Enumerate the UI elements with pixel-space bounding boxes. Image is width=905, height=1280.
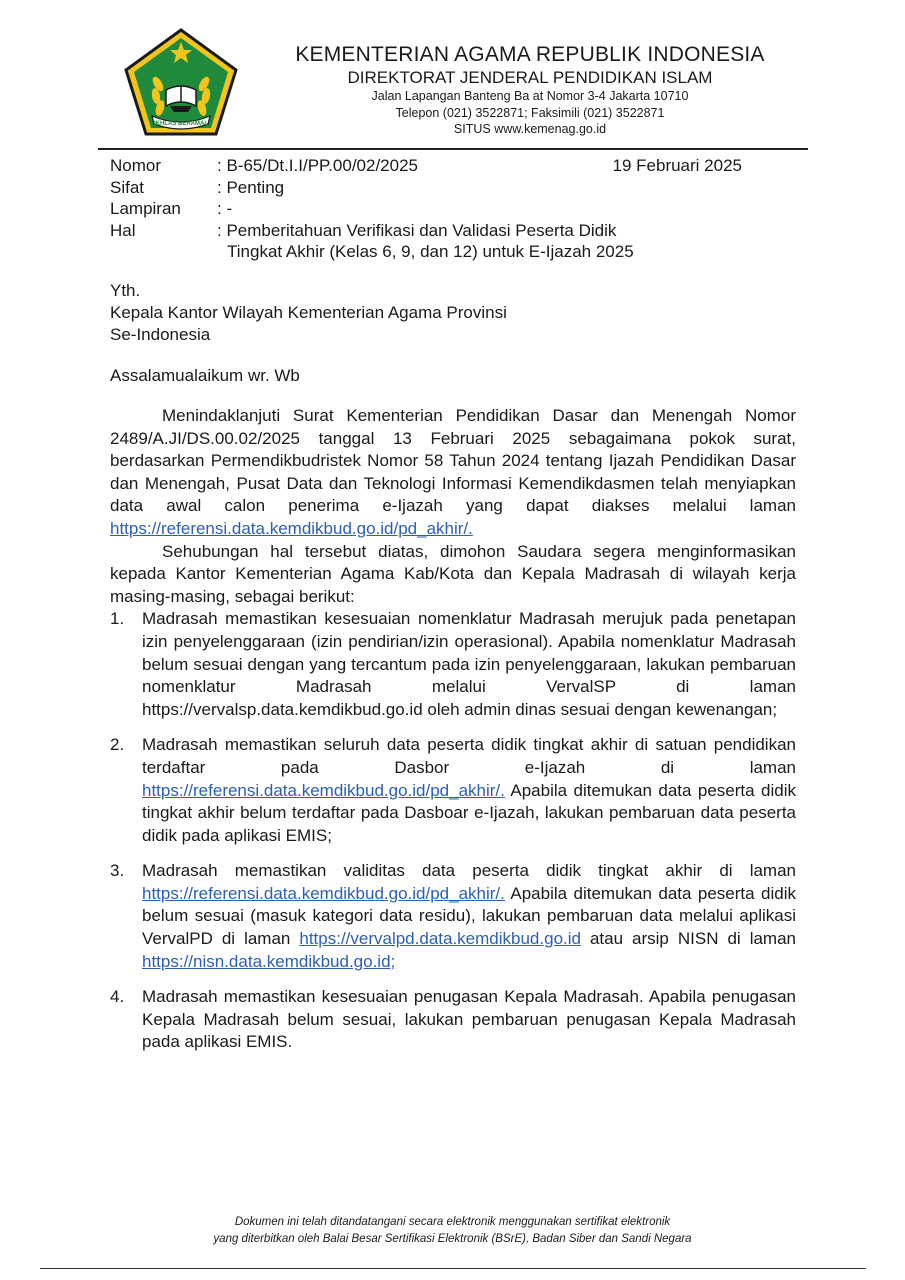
lampiran-label: Lampiran (110, 199, 181, 218)
footer-line-1: Dokumen ini telah ditandatangani secara elektronik menggunakan sertifikat elektronik (234, 1216, 671, 1228)
letter-body (110, 405, 796, 1067)
list-number: 4. (110, 987, 125, 1007)
letterhead (270, 44, 790, 136)
list-item (110, 608, 796, 721)
office-phone: Telepon (021) 3522871; Faksimili (021) 3522871 (395, 105, 665, 120)
list-number: 3. (110, 861, 125, 881)
paragraph-1 (110, 405, 796, 541)
list-item-text: Madrasah memastikan kesesuaian penugasan Kepala Madrasah. Apabila penugasan Kepala Madrasah belum sesuai, lakukan pembaruan penugasan Kepala Madrasah pada aplikasi EMIS. (142, 987, 796, 1052)
meta-hal-row (110, 220, 800, 242)
addressee-line-2: Se-Indonesia (110, 325, 211, 344)
ministry-logo-emblem (122, 28, 240, 138)
meta-lampiran-row (110, 198, 800, 220)
referensi-link[interactable]: https://referensi.data.kemdikbud.go.id/pd_akhir/. (142, 883, 505, 903)
letter-meta (110, 155, 800, 263)
paragraph-2: Sehubungan hal tersebut diatas, dimohon Saudara segera menginformasikan kepada Kantor Kementerian Agama Kab/Kota dan Kepala Madrasah di wilayah kerja masing-masing, sebagai berikut: (110, 541, 796, 606)
list-item-text: Madrasah memastikan validitas data peserta didik tingkat akhir di laman (142, 861, 796, 881)
hal-value-continued: Tingkat Akhir (Kelas 6, 9, dan 12) untuk E-Ijazah 2025 (227, 242, 634, 261)
list-item-text: Apabila ditemukan data peserta didik tingkat akhir belum terdaftar pada Dasboar e-Ijazah, lakukan pembaruan data peserta didik pada aplikasi EMIS; (142, 780, 796, 845)
office-address: Jalan Lapangan Banteng Ba at Nomor 3-4 Jakarta 10710 (371, 89, 689, 103)
addressee-block (110, 280, 800, 346)
paragraph-1-text: Menindaklanjuti Surat Kementerian Pendidikan Dasar dan Menengah Nomor 2489/A.JI/DS.00.02/2025 tanggal 13 Februari 2025 sebagaimana pokok surat, berdasarkan Permendikbudristek Nomor 58 Tahun 2024 tentang Ijazah Pendidikan Dasar dan Menengah, Pusat Data dan Teknologi Informasi Kemendikdasmen telah menyiapkan data awal calon penerima e-Ijazah yang dapat diakses melalui laman (110, 406, 796, 516)
list-number: 1. (110, 609, 125, 629)
referensi-link[interactable]: https://referensi.data.kemdikbud.go.id/pd_akhir/. (110, 518, 473, 538)
nisn-link[interactable]: https://nisn.data.kemdikbud.go.id; (142, 951, 396, 971)
list-item (110, 860, 796, 973)
sifat-value: : Penting (217, 177, 285, 197)
addressee-line-1: Kepala Kantor Wilayah Kementerian Agama Provinsi (110, 303, 507, 322)
list-item-text: Madrasah memastikan seluruh data peserta didik tingkat akhir di satuan pendidikan terdaftar pada Dasbor e-Ijazah di laman (142, 735, 796, 777)
directorate-name: DIREKTORAT JENDERAL PENDIDIKAN ISLAM (347, 68, 713, 87)
addressee-yth: Yth. (110, 281, 141, 300)
list-item-text: Madrasah memastikan kesesuaian nomenklatur Madrasah merujuk pada penetapan izin penyelenggaraan (izin pendirian/izin operasional). Apabila nomenklatur Madrasah belum sesuai dengan yang tercantum pada izin penyelenggaraan, lakukan pembaruan nomenklatur Madrasah melalui VervalSP di laman https://vervalsp.data.kemdikbud.go.id oleh admin dinas sesuai dengan kewenangan; (142, 609, 796, 719)
list-item (110, 986, 796, 1054)
referensi-link[interactable]: https://referensi.data.kemdikbud.go.id/pd_akhir/. (142, 780, 505, 800)
vervalpd-link[interactable]: https://vervalpd.data.kemdikbud.go.id (299, 929, 581, 949)
lampiran-value: : - (217, 199, 233, 218)
list-item-text: Apabila ditemukan data peserta didik belum sesuai (masuk kategori data residu), lakukan pembaruan data melalui aplikasi VervalPD di laman (142, 883, 796, 949)
letterhead-divider (98, 148, 808, 150)
office-site: SITUS www.kemenag.go.id (453, 122, 607, 136)
list-item-text: atau arsip NISN di laman (580, 929, 796, 949)
meta-sifat-row (110, 177, 800, 199)
esign-footer (0, 1214, 905, 1248)
nomor-value: : B-65/Dt.I.I/PP.00/02/2025 (217, 156, 418, 175)
nomor-label: Nomor (110, 156, 162, 175)
hal-value: : Pemberitahuan Verifikasi dan Validasi Peserta Didik (217, 220, 617, 240)
hal-label: Hal (110, 220, 136, 240)
sifat-label: Sifat (110, 177, 145, 197)
svg-text:IKHLAS BERAMAL: IKHLAS BERAMAL (154, 121, 208, 127)
footer-line-2: yang diterbitkan oleh Balai Besar Sertifikasi Elektronik (BSrE), Badan Siber dan Sandi Negara (213, 1233, 692, 1245)
ministry-name: KEMENTERIAN AGAMA REPUBLIK INDONESIA (295, 43, 765, 66)
list-number: 2. (110, 735, 125, 755)
instruction-list (110, 608, 796, 1054)
list-item (110, 734, 796, 847)
letter-date: 19 Februari 2025 (612, 156, 742, 175)
footer-divider (40, 1268, 866, 1269)
greeting: Assalamualaikum wr. Wb (110, 366, 300, 385)
